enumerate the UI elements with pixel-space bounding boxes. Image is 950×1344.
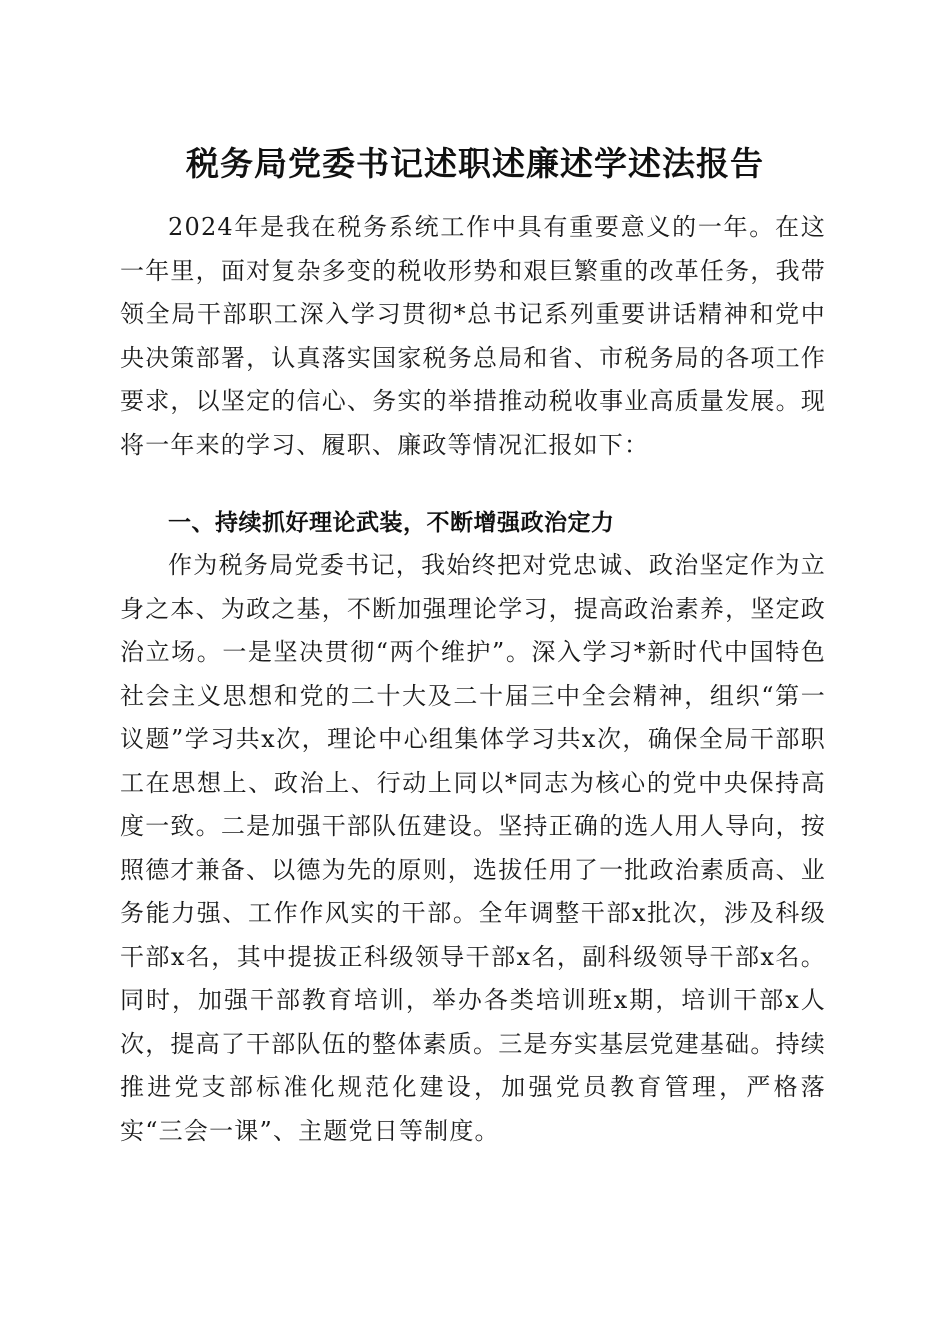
intro-paragraph: 2024年是我在税务系统工作中具有重要意义的一年。在这一年里，面对复杂多变的税收形势和艰巨繁重的改革任务，我带领全局干部职工深入学习贯彻*总书记系列重要讲话精神和党中央决策部署，认真落实国家税务总局和省、市税务局的各项工作要求，以坚定的信心、务实的举措推动税收事业高质量发展。现将一年来的学习、履职、廉政等情况汇报如下： — [120, 213, 826, 459]
section-1-paragraph: 作为税务局党委书记，我始终把对党忠诚、政治坚定作为立身之本、为政之基，不断加强理论学习，提高政治素养，坚定政治立场。一是坚决贯彻“两个维护”。深入学习*新时代中国特色社会主义思想和党的二十大及二十届三中全会精神，组织“第一议题”学习共x次，理论中心组集体学习共x次，确保全局干部职工在思想上、政治上、行动上同以*同志为核心的党中央保持高度一致。二是加强干部队伍建设。坚持正确的选人用人导向，按照德才兼备、以德为先的原则，选拔任用了一批政治素质高、业务能力强、工作作风实的干部。全年调整干部x批次，涉及科级干部x名，其中提拔正科级领导干部x名，副科级领导干部x名。同时，加强干部教育培训，举办各类培训班x期，培训干部x人次，提高了干部队伍的整体素质。三是夯实基层党建基础。持续推进党支部标准化规范化建设，加强党员教育管理，严格落实“三会一课”、主题党日等制度。 — [120, 551, 826, 1145]
document-title: 税务局党委书记述职述廉述学述法报告 — [186, 144, 764, 183]
section-1-heading: 一、持续抓好理论武装，不断增强政治定力 — [168, 510, 615, 536]
